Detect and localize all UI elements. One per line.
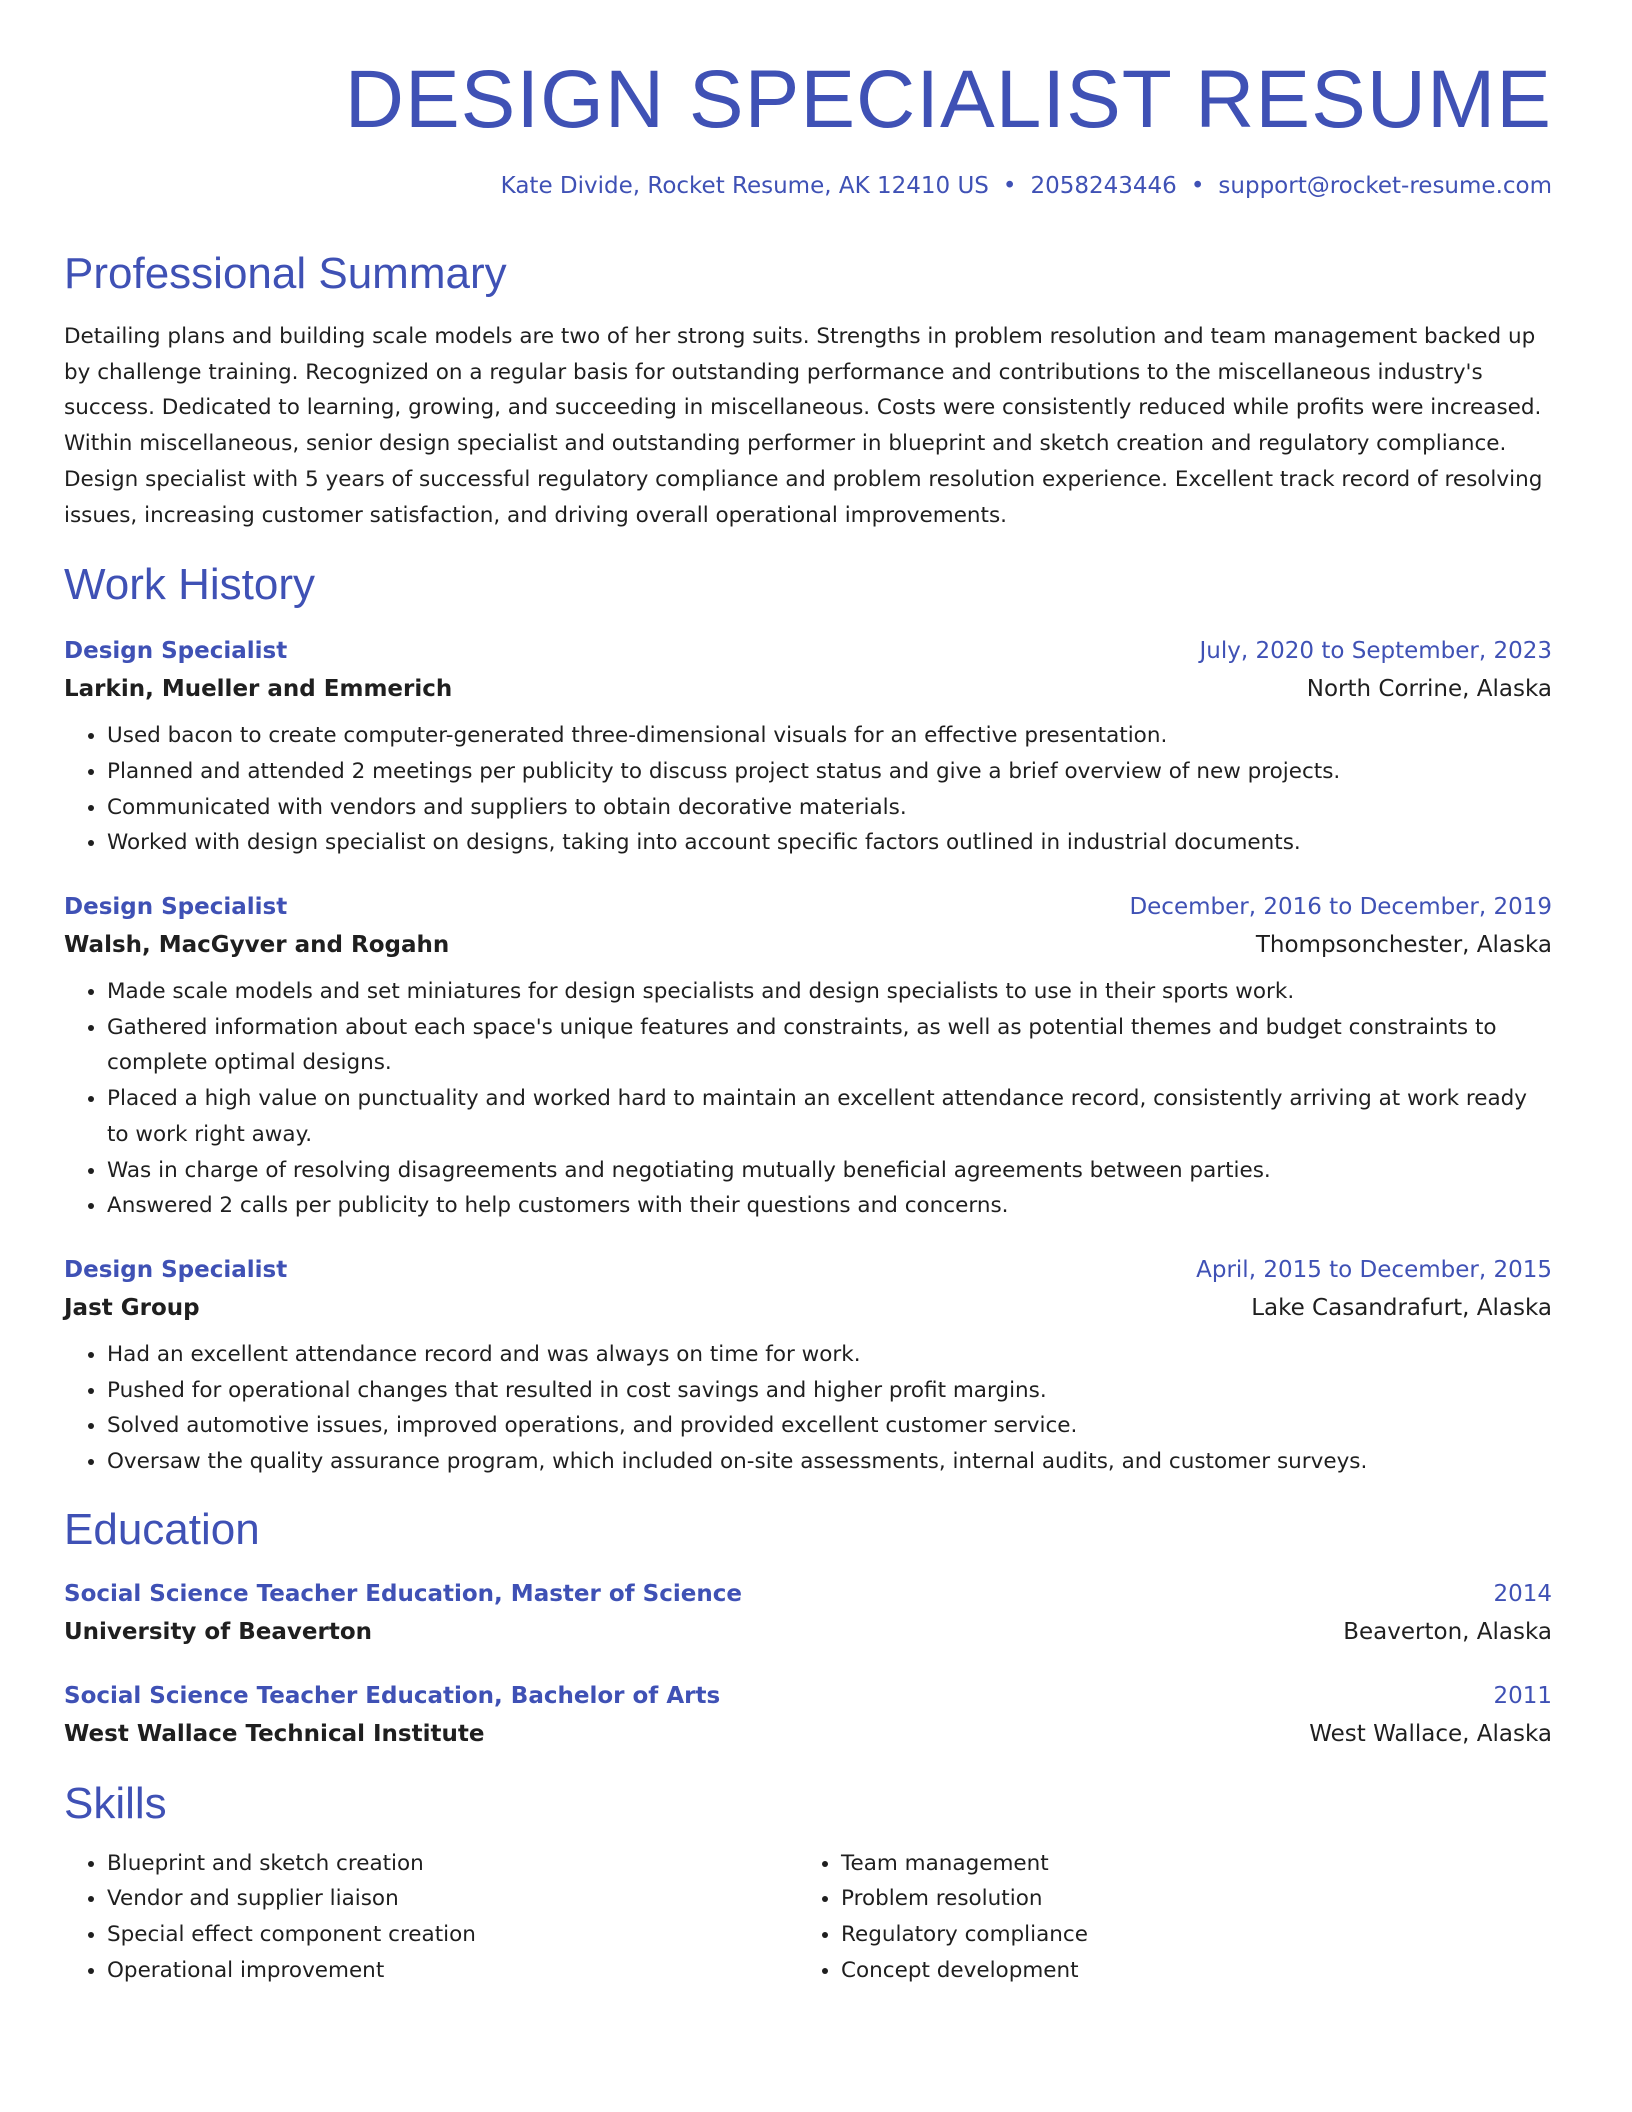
- job-company-row: [64, 667, 1552, 705]
- education-school: West Wallace Technical Institute: [64, 1720, 485, 1747]
- job-company: Larkin, Mueller and Emmerich: [64, 676, 453, 703]
- skills-section: [64, 1776, 1552, 1989]
- education-section: [64, 1502, 1552, 1750]
- contact-address: Kate Divide, Rocket Resume, AK 12410 US: [500, 173, 989, 199]
- work-history-heading: Work History: [64, 560, 315, 610]
- list-item: • Used bacon to create computer-generated three-dimensional visuals for an effective presentation.: [107, 718, 1552, 754]
- skills-heading: Skills: [64, 1778, 167, 1828]
- job-header-row: [64, 891, 1552, 923]
- job-dates: April, 2015 to December, 2015: [1196, 1256, 1552, 1283]
- skills-list: [798, 1846, 1532, 1989]
- list-item: • Made scale models and set miniatures for design specialists and design specialists to use in their sports work.: [107, 974, 1552, 1010]
- education-entry: [64, 1680, 1552, 1750]
- job-company-row: [64, 1286, 1552, 1324]
- skill-item: • Concept development: [841, 1953, 1532, 1989]
- job-header-row: [64, 1254, 1552, 1286]
- resume-title: DESIGN SPECIALIST RESUME: [344, 54, 1552, 145]
- list-item: • Communicated with vendors and suppliers to obtain decorative materials.: [107, 790, 1552, 826]
- contact-separator: •: [1190, 173, 1205, 199]
- education-entry: [64, 1578, 1552, 1648]
- resume-page: [64, 50, 1552, 1989]
- education-location: Beaverton, Alaska: [1343, 1618, 1552, 1645]
- work-history-section: [64, 557, 1552, 1480]
- list-item: • Solved automotive issues, improved operations, and provided excellent customer service.: [107, 1408, 1552, 1444]
- job-dates: July, 2020 to September, 2023: [1199, 638, 1552, 665]
- summary-text: Detailing plans and building scale models are two of her strong suits. Strengths in problem resolution and team management backed up by challenge training. Recognized on a regular basis for outstanding performance and contributions to the miscellaneous industry's success. Dedicated to learning, growing, and succeeding in miscellaneous. Costs were consistently reduced while profits were increased. Within miscellaneous, senior design specialist and outstanding performer in blueprint and sketch creation and regulatory compliance. Design specialist with 5 years of successful regulatory compliance and problem resolution experience. Excellent track record of resolving issues, increasing customer satisfaction, and driving overall operational improvements.: [64, 324, 1543, 528]
- list-item: • Answered 2 calls per publicity to help customers with their questions and concerns.: [107, 1188, 1552, 1224]
- contact-separator: •: [1002, 173, 1017, 199]
- job-entry: [64, 635, 1552, 861]
- job-title: Design Specialist: [64, 1256, 288, 1283]
- education-year: 2011: [1493, 1682, 1552, 1709]
- education-year: 2014: [1493, 1580, 1552, 1607]
- skills-columns: [64, 1846, 1552, 1989]
- job-location: North Corrine, Alaska: [1306, 676, 1552, 703]
- skills-column-left: [64, 1846, 798, 1989]
- education-heading: Education: [64, 1504, 260, 1554]
- skill-item: • Special effect component creation: [107, 1917, 798, 1953]
- list-item: • Pushed for operational changes that resulted in cost savings and higher profit margins.: [107, 1373, 1552, 1409]
- education-degree: Social Science Teacher Education, Master of Science: [64, 1580, 742, 1607]
- skill-item: • Problem resolution: [841, 1881, 1532, 1917]
- skill-item: • Team management: [841, 1846, 1532, 1882]
- list-item: • Had an excellent attendance record and was always on time for work.: [107, 1337, 1552, 1373]
- resume-header: [64, 50, 1552, 202]
- list-item: • Worked with design specialist on designs, taking into account specific factors outlined in industrial documents.: [107, 825, 1552, 861]
- skill-item: • Regulatory compliance: [841, 1917, 1532, 1953]
- job-location: Lake Casandrafurt, Alaska: [1251, 1294, 1552, 1321]
- job-title: Design Specialist: [64, 894, 288, 921]
- list-item: • Gathered information about each space's unique features and constraints, as well as potential themes and budget constraints to complete optimal designs.: [107, 1010, 1552, 1081]
- job-header-row: [64, 635, 1552, 667]
- contact-email[interactable]: support@rocket-resume.com: [1218, 173, 1552, 199]
- job-company: Walsh, MacGyver and Rogahn: [64, 932, 450, 959]
- education-school-row: [64, 1712, 1552, 1750]
- skills-column-right: [798, 1846, 1532, 1989]
- skill-item: • Vendor and supplier liaison: [107, 1881, 798, 1917]
- job-entry: [64, 1254, 1552, 1480]
- list-item: • Planned and attended 2 meetings per publicity to discuss project status and give a brief overview of new projects.: [107, 754, 1552, 790]
- education-location: West Wallace, Alaska: [1309, 1720, 1552, 1747]
- education-school-row: [64, 1610, 1552, 1648]
- skill-item: • Operational improvement: [107, 1953, 798, 1989]
- job-bullets: [64, 718, 1552, 861]
- summary-heading: Professional Summary: [64, 249, 507, 298]
- job-entry: [64, 891, 1552, 1224]
- job-title: Design Specialist: [64, 638, 288, 665]
- education-school: University of Beaverton: [64, 1618, 373, 1645]
- contact-phone: 2058243446: [1030, 173, 1177, 199]
- list-item: • Was in charge of resolving disagreements and negotiating mutually beneficial agreements between parties.: [107, 1153, 1552, 1189]
- list-item: • Placed a high value on punctuality and worked hard to maintain an excellent attendance record, consistently arriving at work ready to work right away.: [107, 1081, 1552, 1152]
- skill-item: • Blueprint and sketch creation: [107, 1846, 798, 1882]
- job-bullets: [64, 974, 1552, 1224]
- job-location: Thompsonchester, Alaska: [1255, 932, 1552, 959]
- job-dates: December, 2016 to December, 2019: [1129, 894, 1552, 921]
- skills-list: [64, 1846, 798, 1989]
- contact-line: [64, 170, 1552, 202]
- job-company-row: [64, 923, 1552, 961]
- education-header-row: [64, 1578, 1552, 1610]
- job-bullets: [64, 1337, 1552, 1480]
- education-degree: Social Science Teacher Education, Bachelor of Arts: [64, 1682, 721, 1709]
- list-item: • Oversaw the quality assurance program, which included on-site assessments, internal audits, and customer surveys.: [107, 1444, 1552, 1480]
- job-company: Jast Group: [64, 1294, 200, 1321]
- education-header-row: [64, 1680, 1552, 1712]
- summary-section: [64, 246, 1552, 533]
